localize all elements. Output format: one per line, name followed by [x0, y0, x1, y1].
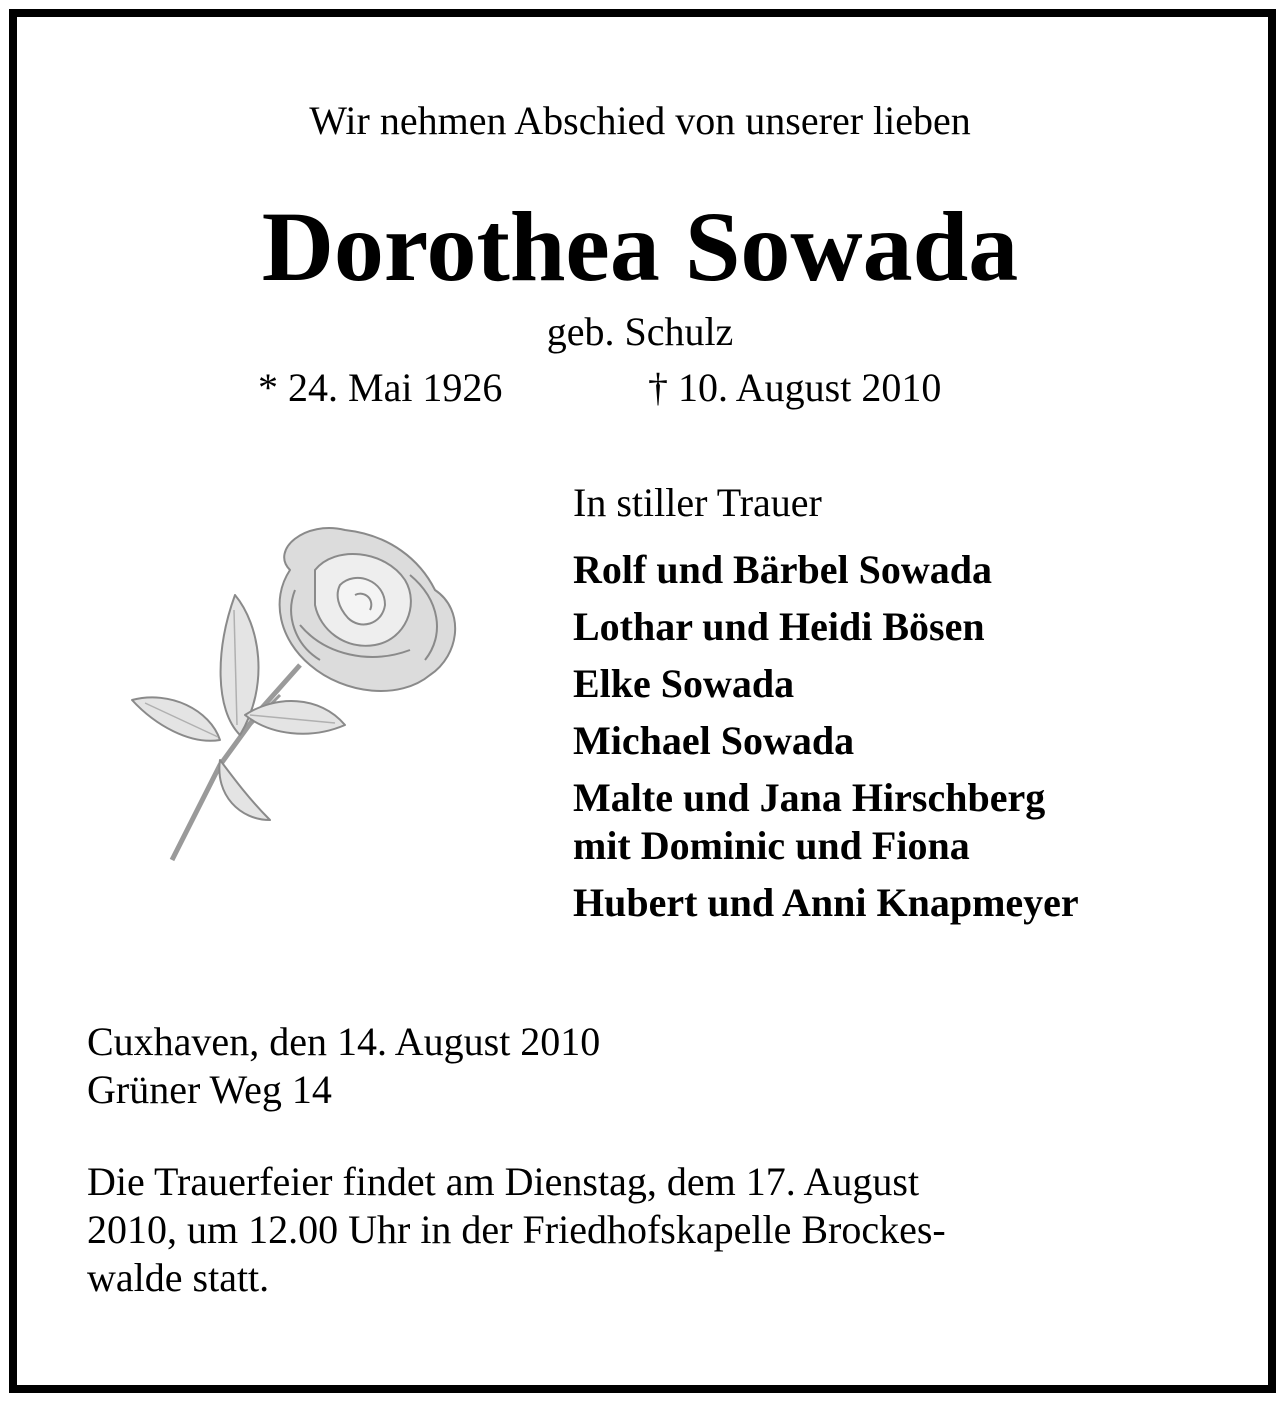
rose-icon	[120, 515, 480, 875]
deceased-name: Dorothea Sowada	[261, 191, 1019, 302]
ceremony-line: Die Trauerfeier findet am Dienstag, dem 17. August	[87, 1159, 920, 1204]
ceremony-line: walde statt.	[87, 1255, 270, 1300]
place-and-date: Cuxhaven, den 14. August 2010	[87, 1019, 601, 1064]
mourner-name: Hubert und Anni Knapmeyer	[573, 880, 1079, 925]
address: Grüner Weg 14	[87, 1067, 332, 1112]
mourner-name: Michael Sowada	[573, 718, 855, 763]
leaf-right	[245, 701, 345, 734]
birth-date: * 24. Mai 1926	[258, 365, 503, 410]
ceremony-line: 2010, um 12.00 Uhr in der Friedhofskapelle Brockes-	[87, 1207, 946, 1252]
mourner-name: Lothar und Heidi Bösen	[573, 604, 985, 649]
leaf-lower	[219, 760, 270, 820]
birth-name: geb. Schulz	[546, 309, 734, 354]
mourner-name-line: Malte und Jana Hirschberg	[573, 775, 1046, 820]
ceremony-notice	[87, 1158, 1197, 1302]
death-date: † 10. August 2010	[648, 365, 942, 410]
mourner-list	[573, 546, 1079, 936]
mourner-name-line: mit Dominic und Fiona	[573, 823, 970, 868]
mourner-name: Elke Sowada	[573, 661, 795, 706]
mourning-heading: In stiller Trauer	[573, 480, 822, 525]
mourner-name: Rolf und Bärbel Sowada	[573, 547, 992, 592]
intro-line: Wir nehmen Abschied von unserer lieben	[309, 98, 971, 143]
mourner-name	[573, 774, 1079, 870]
